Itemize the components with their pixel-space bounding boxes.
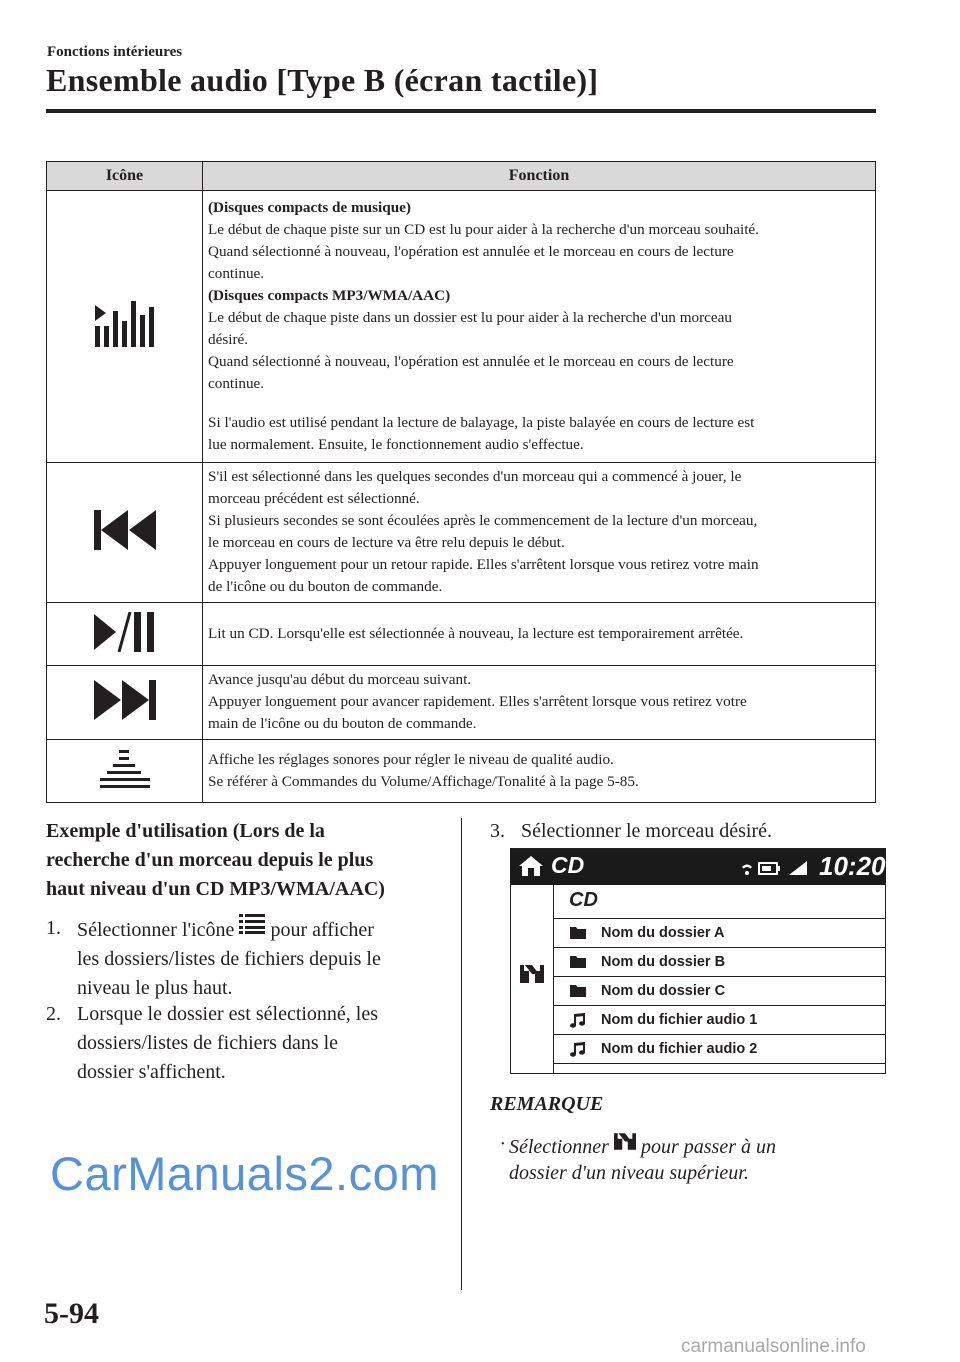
desc-line: (Disques compacts de musique) (208, 198, 411, 216)
table-row (47, 191, 876, 463)
up-folder-icon (614, 1133, 636, 1150)
example-heading-line: recherche d'un morceau depuis le plus (46, 849, 374, 871)
next-track-icon (94, 680, 156, 720)
icon-cell (47, 191, 203, 463)
music-note-icon (570, 1042, 586, 1057)
list-icon (239, 914, 265, 934)
title-rule (46, 109, 876, 113)
icon-cell (47, 740, 203, 803)
note-title: REMARQUE (490, 1093, 604, 1115)
desc-line: Si plusieurs secondes se sont écoulées après le commencement de la lecture d'un morceau, (208, 512, 758, 529)
function-table (46, 161, 876, 803)
table-row (47, 603, 876, 666)
step-number: 3. (490, 820, 505, 842)
note-text-part: Sélectionner (509, 1136, 609, 1158)
example-heading (46, 817, 446, 904)
step-text-part: Sélectionner l'icône (77, 919, 235, 941)
list-item-label: Nom du dossier C (601, 983, 726, 999)
screen-clock: 10:20 (819, 851, 886, 881)
list-item[interactable] (554, 919, 885, 948)
desc-line: Appuyer longuement pour un retour rapide. Elles s'arrêtent lorsque vous retirez votre main (208, 556, 759, 573)
step-number: 1. (46, 917, 61, 939)
list-item[interactable] (554, 1006, 885, 1035)
list-item[interactable] (554, 977, 885, 1006)
step-text-line: dossier s'affichent. (77, 1061, 226, 1083)
play-pause-icon (94, 612, 156, 652)
folder-icon (570, 984, 586, 997)
paragraph-gap (208, 395, 871, 412)
desc-line: continue. (208, 374, 265, 392)
step-text-line: niveau le plus haut. (77, 977, 233, 999)
step-text-line: Sélectionner le morceau désiré. (521, 820, 772, 842)
desc-line: Avance jusqu'au début du morceau suivant. (208, 671, 472, 688)
desc-line: Le début de chaque piste sur un CD est lu pour aider à la recherche d'un morceau souhaité. (208, 220, 759, 238)
function-description (203, 740, 876, 803)
step-text (77, 1000, 378, 1087)
folder-icon (570, 955, 586, 968)
table-row (47, 740, 876, 803)
desc-line: Affiche les réglages sonores pour régler le niveau de qualité audio. (208, 750, 614, 768)
list-item-label: Nom du dossier A (601, 925, 725, 941)
icon-cell (47, 666, 203, 740)
list-title: CD (569, 889, 598, 911)
desc-line: Le début de chaque piste dans un dossier est lu pour aider à la recherche d'un morceau (208, 308, 732, 326)
desc-line: lue normalement. Ensuite, le fonctionnement audio s'effectue. (208, 435, 584, 453)
step-text (521, 817, 772, 846)
desc-line: désiré. (208, 330, 249, 348)
desc-line: Quand sélectionné à nouveau, l'opération est annulée et le morceau en cours de lecture (208, 352, 734, 370)
list-item[interactable] (554, 948, 885, 977)
table-header-row (47, 162, 876, 191)
sound-settings-icon (100, 750, 150, 788)
screen-side-panel (511, 885, 554, 1073)
status-icons (741, 859, 813, 877)
note-bullet: · (500, 1133, 505, 1155)
screen-file-list (554, 885, 885, 1064)
music-note-icon (570, 1013, 586, 1028)
column-divider (461, 818, 462, 1290)
function-description (203, 603, 876, 666)
list-header (554, 885, 885, 919)
home-icon[interactable] (519, 856, 543, 876)
desc-line: morceau précédent est sélectionné. (208, 490, 420, 507)
desc-line: continue. (208, 264, 265, 282)
desc-line: le morceau en cours de lecture va être relu depuis le début. (208, 534, 565, 551)
desc-line: Quand sélectionné à nouveau, l'opération est annulée et le morceau en cours de lecture (208, 242, 734, 260)
desc-line: S'il est sélectionné dans les quelques secondes d'un morceau qui a commencé à jouer, le (208, 468, 742, 485)
page-title: Ensemble audio [Type B (écran tactile)] (46, 62, 599, 98)
up-folder-icon[interactable] (520, 965, 544, 983)
desc-line: main de l'icône ou du bouton de commande. (208, 715, 477, 732)
step-text-part: pour afficher (270, 919, 374, 941)
screen-source: CD (551, 852, 585, 878)
step-text (77, 914, 381, 1003)
list-item-label: Nom du dossier B (601, 954, 726, 970)
desc-line: Se référer à Commandes du Volume/Affichage/Tonalité à la page 5-85. (208, 772, 639, 790)
scan-icon (95, 301, 155, 347)
desc-line: (Disques compacts MP3/WMA/AAC) (208, 286, 451, 304)
function-description (203, 191, 876, 463)
desc-line: Appuyer longuement pour avancer rapidement. Elles s'arrêtent lorsque vous retirez votre (208, 693, 747, 710)
step-text-line: les dossiers/listes de fichiers depuis le (77, 948, 381, 970)
list-item[interactable] (554, 1035, 885, 1064)
step-text-line: Lorsque le dossier est sélectionné, les (77, 1003, 379, 1025)
desc-line: Si l'audio est utilisé pendant la lecture de balayage, la piste balayée en cours de lecture est (208, 413, 755, 431)
section-title: Fonctions intérieures (47, 44, 183, 60)
list-item-label: Nom du fichier audio 1 (601, 1012, 758, 1028)
table-row (47, 463, 876, 603)
icon-cell (47, 463, 203, 603)
example-heading-line: Exemple d'utilisation (Lors de la (46, 820, 325, 842)
note-text-line (509, 1133, 776, 1159)
screen-status-bar (511, 849, 885, 885)
watermark: CarManuals2.com (50, 1147, 439, 1200)
column-header-function: Fonction (203, 162, 876, 191)
list-item-label: Nom du fichier audio 2 (601, 1041, 758, 1057)
function-description (203, 463, 876, 603)
note-text-line: dossier d'un niveau supérieur. (509, 1162, 749, 1184)
table-row (47, 666, 876, 740)
folder-icon (570, 926, 586, 939)
page-number: 5-94 (44, 1297, 99, 1330)
footer-site: carmanualsonline.info (681, 1336, 866, 1357)
step-number: 2. (46, 1003, 61, 1025)
cd-screen-illustration (510, 848, 886, 1074)
step-text-line: dossiers/listes de fichiers dans le (77, 1032, 339, 1054)
function-description (203, 666, 876, 740)
previous-track-icon (94, 510, 156, 550)
desc-line: Lit un CD. Lorsqu'elle est sélectionnée à nouveau, la lecture est temporairement arrêtée. (208, 624, 744, 642)
icon-cell (47, 603, 203, 666)
example-heading-line: haut niveau d'un CD MP3/WMA/AAC) (46, 878, 385, 900)
note-text-part: pour passer à un (640, 1136, 776, 1158)
desc-line: de l'icône ou du bouton de commande. (208, 578, 443, 595)
column-header-icon: Icône (47, 162, 203, 191)
